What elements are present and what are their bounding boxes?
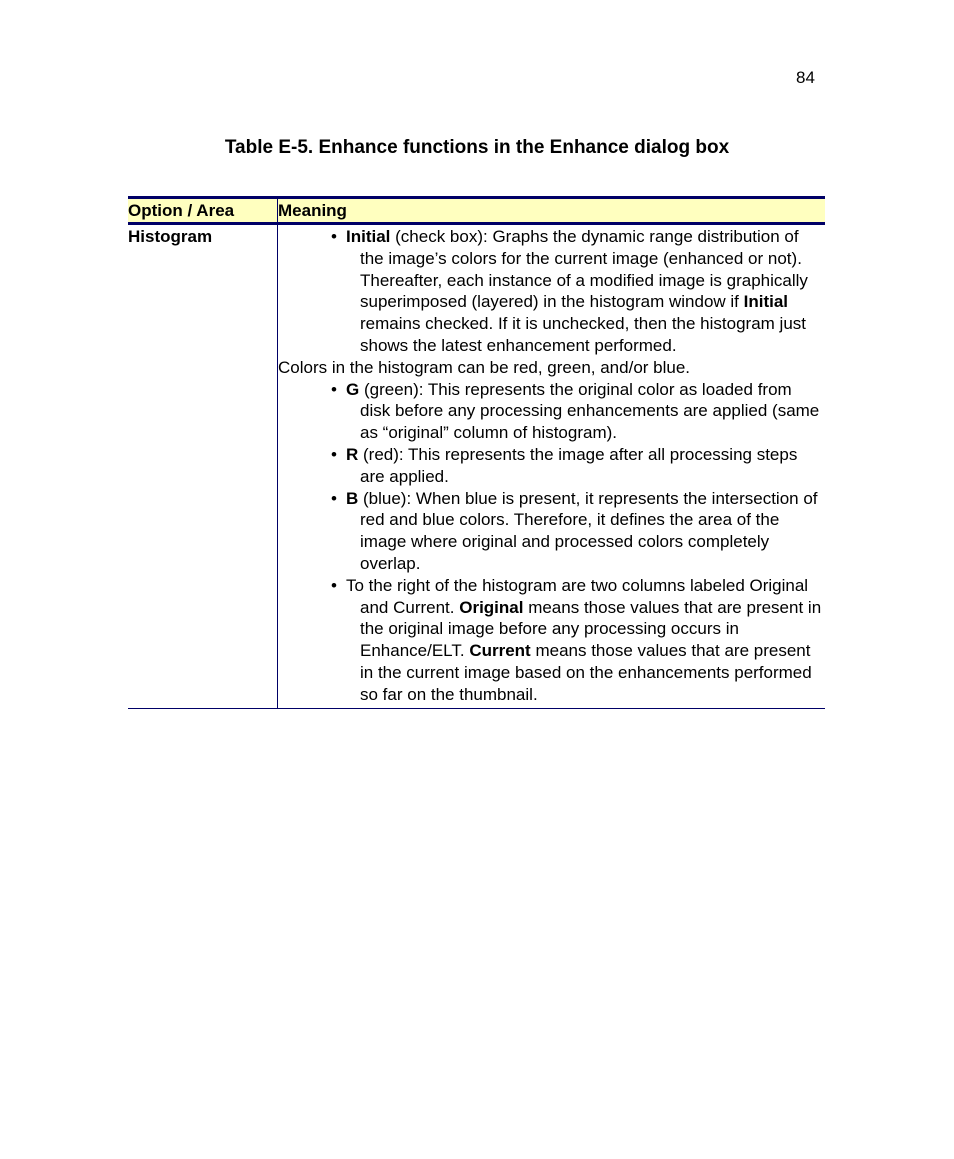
term-initial-2: Initial <box>743 292 789 312</box>
red-desc: (red): This represents the image after all processing steps are applied. <box>358 444 798 486</box>
term-initial: Initial <box>346 227 391 246</box>
enhance-functions-table <box>128 196 825 709</box>
term-current: Current <box>469 641 531 661</box>
term-b: B <box>346 488 359 508</box>
bullet-green <box>278 379 825 444</box>
bullet-red <box>278 444 825 488</box>
row-label-histogram: Histogram <box>128 225 278 708</box>
table-row <box>128 225 825 708</box>
columns-desc-2: means those values that are present in the original image before any processing occurs in Enhance/ELT. <box>360 597 822 661</box>
bullet-initial-text <box>346 227 808 355</box>
header-option-area: Option / Area <box>128 199 278 222</box>
table-title: Table E-5. Enhance functions in the Enhance dialog box <box>224 137 730 158</box>
bullet-mark: • <box>331 444 337 464</box>
bullet-columns <box>278 575 825 706</box>
bullet-columns-text <box>346 576 821 704</box>
term-r: R <box>346 444 359 464</box>
initial-desc-2: remains checked. If it is unchecked, then the histogram just shows the latest enhancement performed. <box>360 314 807 355</box>
page-number: 84 <box>796 68 815 87</box>
bullet-red-text <box>346 445 797 486</box>
columns-desc-1: To the right of the histogram are two columns labeled Original and Current. <box>346 575 809 617</box>
bullet-mark: • <box>331 575 337 595</box>
bullet-blue-text <box>346 489 818 573</box>
term-g: G <box>346 379 360 399</box>
bullet-mark: • <box>331 227 337 246</box>
table-header-row <box>128 199 825 225</box>
bullet-mark: • <box>331 488 337 508</box>
bullet-mark: • <box>331 379 337 399</box>
columns-desc-3: means those values that are present in the current image based on the enhancements performed so far on the thumbnail. <box>360 641 812 704</box>
initial-desc-1: (check box): Graphs the dynamic range distribution of the image’s colors for the current image (enhanced or not). Thereafter, each instance of a modified image is graphically superimposed (layered) in the histogram window if <box>360 227 808 312</box>
row-meaning-histogram <box>278 225 825 708</box>
green-desc: (green): This represents the original color as loaded from disk before any processing enhancements are applied (same as “original” column of histogram). <box>359 379 820 443</box>
bullet-blue <box>278 488 825 575</box>
colors-line: Colors in the histogram can be red, green, and/or blue. <box>278 357 691 377</box>
header-meaning: Meaning <box>278 201 347 220</box>
term-original: Original <box>459 597 524 617</box>
bullet-green-text <box>346 380 819 443</box>
bullet-initial <box>278 226 825 357</box>
blue-desc: (blue): When blue is present, it represents the intersection of red and blue colors. Therefore, it defines the area of the image where original and processed colors completely overlap. <box>358 488 818 573</box>
